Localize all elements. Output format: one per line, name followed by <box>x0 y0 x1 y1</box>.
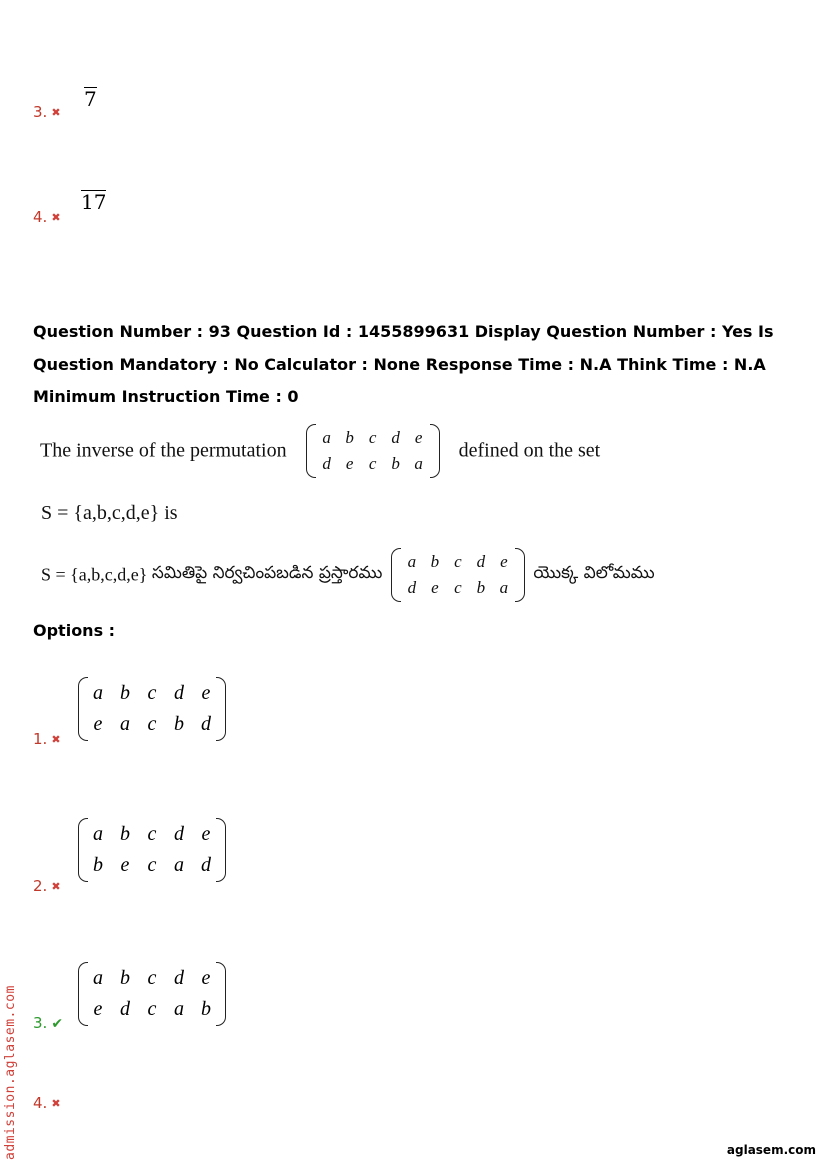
option-1-matrix: a b c d e e a c b d <box>78 677 226 741</box>
cross-icon: ✖ <box>51 880 61 893</box>
cross-icon: ✖ <box>51 106 61 119</box>
option-3-matrix: a b c d e e d c a b <box>78 962 226 1026</box>
option-2-matrix: a b c d e b e c a d <box>78 818 226 882</box>
question-meta: Question Number : 93 Question Id : 1455899631 Display Question Number : Yes Is Question Mandatory : No Calculator : None Response Time : N.A Think Time : N.A Minimum Instruction Time : 0 <box>33 322 774 406</box>
footer-brand: aglasem.com <box>726 1143 816 1157</box>
prev-option-3-value: 7 <box>84 87 97 111</box>
option-4[interactable] <box>33 1094 61 1112</box>
option-number: 1. <box>33 730 48 748</box>
prev-option-4-value: 17 <box>81 190 107 214</box>
watermark: admission.aglasem.com <box>3 985 18 1160</box>
option-number: 4. <box>33 208 48 226</box>
option-number: 3. <box>33 1014 48 1032</box>
cross-icon: ✖ <box>51 1097 61 1110</box>
question-english-line2: S = {a,b,c,d,e} is <box>41 502 178 524</box>
prev-option-3 <box>33 103 61 121</box>
permutation-matrix-telugu: a b c d e d e c b a <box>391 548 525 602</box>
permutation-matrix: a b c d e d e c b a <box>306 424 440 478</box>
question-telugu-line: S = {a,b,c,d,e} సమితిపై నిర్వచింపబడిన ప్రస్తారము a b c d e d e c b a యొక్క విలోమము <box>41 548 655 602</box>
check-icon: ✔ <box>51 1016 64 1032</box>
option-number: 4. <box>33 1094 48 1112</box>
question-english-line1: The inverse of the permutation a b c d e d e c b a defined on the set <box>40 424 600 478</box>
option-number: 2. <box>33 877 48 895</box>
option-number: 3. <box>33 103 48 121</box>
cross-icon: ✖ <box>51 211 61 224</box>
option-2[interactable] <box>33 877 61 895</box>
options-label: Options : <box>33 621 116 640</box>
cross-icon: ✖ <box>51 733 61 746</box>
option-3[interactable] <box>33 1014 63 1032</box>
option-1[interactable] <box>33 730 61 748</box>
prev-option-4 <box>33 208 61 226</box>
